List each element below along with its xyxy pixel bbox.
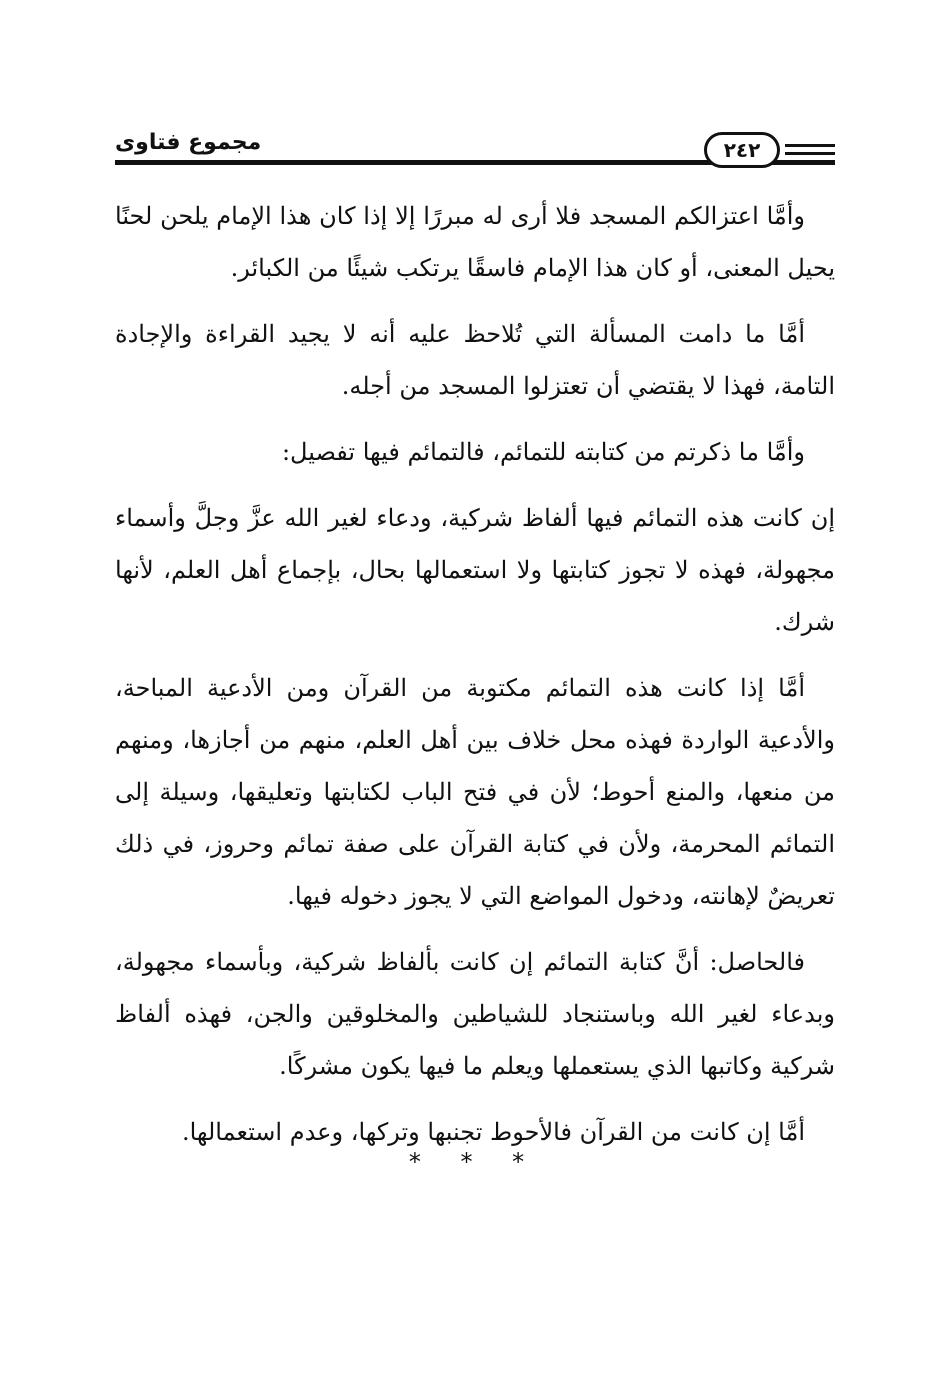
paragraph-3: وأمَّا ما ذكرتم من كتابته للتمائم، فالتمائم فيها تفصيل: — [281, 438, 805, 466]
paragraph-4: إن كانت هذه التمائم فيها ألفاظ شركية، ودعاء لغير الله عزَّ وجلَّ وأسماء مجهولة، فهذه لا تجوز كتابتها ولا استعمالها بحال، بإجماع أهل العلم، لأنها شرك. — [115, 504, 835, 636]
paragraph-1: وأمَّا اعتزالكم المسجد فلا أرى له مبررًا إلا إذا كان هذا الإمام يلحن لحنًا يحيل المعنى، أو كان هذا الإمام فاسقًا يرتكب شيئًا من الكبائر. — [115, 202, 835, 282]
paragraph-7: أمَّا إن كانت من القرآن فالأحوط تجنبها وتركها، وعدم استعمالها. — [181, 1118, 805, 1146]
section-separator: * * * — [408, 1148, 541, 1176]
paragraph-6: فالحاصل: أنَّ كتابة التمائم إن كانت بألفاظ شركية، وبأسماء مجهولة، وبدعاء لغير الله وباستنجاد للشياطين والمخلوقين والجن، فهذه ألفاظ شركية وكاتبها الذي يستعملها ويعلم ما فيها يكون مشركًا. — [115, 948, 835, 1080]
page-number: ٢٤٢ — [704, 132, 780, 168]
paragraph-5: أمَّا إذا كانت هذه التمائم مكتوبة من القرآن ومن الأدعية المباحة، والأدعية الواردة فهذه محل خلاف بين أهل العلم، منهم من أجازها، ومنهم من منعها، والمنع أحوط؛ لأن في فتح الباب لكتابتها وتعليقها، وسيلة إلى التمائم المحرمة، ولأن في كتابة القرآن على صفة تمائم وحروز، في ذلك تعريضٌ لإهانته، ودخول المواضع التي لا يجوز دخوله فيها. — [115, 674, 835, 910]
page-header — [115, 124, 835, 172]
body-text — [115, 190, 835, 1172]
book-title: مجموع فتاوى — [115, 130, 262, 155]
header-rule-lower — [785, 152, 835, 155]
header-rule-upper — [785, 144, 835, 147]
paragraph-2: أمَّا ما دامت المسألة التي تُلاحظ عليه أنه لا يجيد القراءة والإجادة التامة، فهذا لا يقتضي أن تعتزلوا المسجد من أجله. — [115, 320, 835, 400]
